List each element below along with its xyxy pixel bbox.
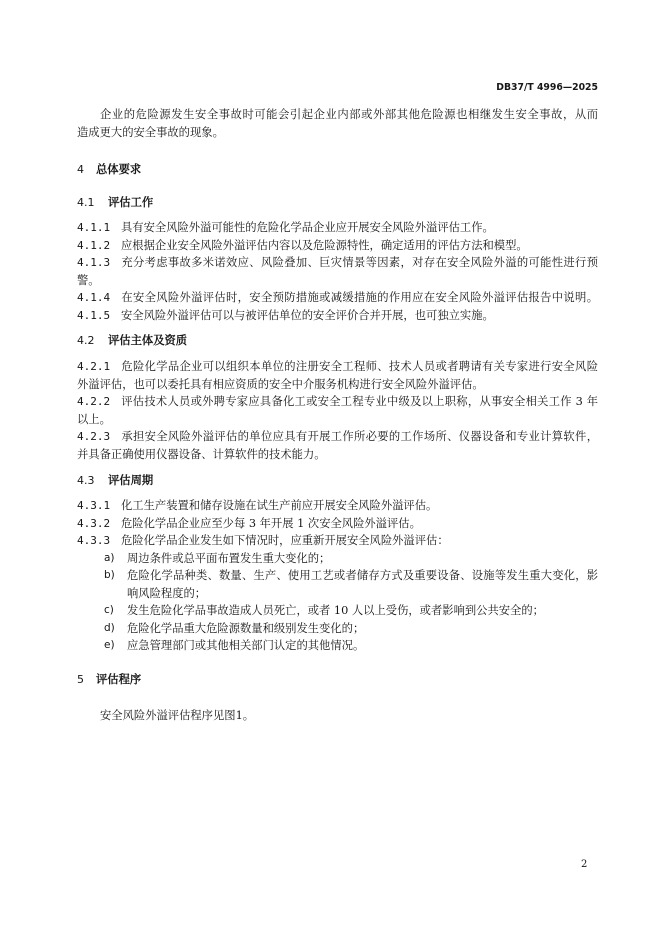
clause-text: 危险化学品企业可以组织本单位的注册安全工程师、技术人员或者聘请有关专家进行安全风险 (121, 360, 598, 373)
section-5-body: 安全风险外溢评估程序见图1。 (100, 709, 255, 722)
clause-line (77, 497, 598, 515)
document-body (77, 106, 598, 725)
clause-line (77, 515, 598, 533)
clause-number: 4.3.2 (77, 516, 111, 530)
subsection-heading-4-3 (77, 472, 598, 490)
clause-line (77, 428, 598, 446)
condition-list (104, 550, 598, 655)
clause-number: 4.3.3 (77, 534, 111, 547)
subsection-heading-4-2 (77, 332, 598, 350)
subsection-heading-4-1 (77, 194, 598, 212)
clause-text: 充分考虑事故多米诺效应、风险叠加、巨灾情景等因素，对存在安全风险外溢的可能性进行预 (121, 256, 598, 269)
clause-line (77, 237, 598, 255)
clause-line (77, 219, 598, 237)
clause-4-1-1 (77, 219, 598, 237)
clause-number: 4.1.4 (77, 291, 111, 304)
page-number: 2 (581, 859, 588, 870)
paragraph-line: 企业的危险源发生安全事故时可能会引起企业内部或外部其他危险源也相继发生安全事故，从而 (100, 108, 598, 121)
intro-paragraph (77, 106, 598, 141)
clause-number: 4.2.1 (77, 360, 111, 373)
subsection-number: 4.3 (77, 474, 95, 487)
paragraph-line: 造成更大的安全事故的现象。 (77, 125, 224, 139)
clause-text: 应根据企业安全风险外溢评估内容以及危险源特性，确定适用的评估方法和模型。 (121, 238, 528, 252)
clause-number: 4.3.1 (77, 499, 111, 512)
list-item-text: 应急管理部门或其他相关部门认定的其他情况。 (127, 639, 365, 652)
clause-4-1-4 (77, 289, 598, 307)
list-item-label: d) (104, 621, 115, 634)
section-title: 评估程序 (96, 673, 142, 686)
clause-4-1-2 (77, 237, 598, 255)
clause-4-3-3 (77, 532, 598, 655)
clause-group-4-1 (77, 219, 598, 324)
clause-number: 4.1.3 (77, 256, 111, 269)
clause-4-1-5 (77, 307, 598, 325)
list-item-a (104, 550, 598, 568)
clause-text-continued: 警。 (77, 273, 100, 287)
clause-line (77, 532, 598, 550)
clause-line (77, 289, 598, 307)
clause-4-3-2 (77, 515, 598, 533)
clause-4-2-1 (77, 358, 598, 393)
list-item-text-continued: 响风险程度的； (127, 586, 207, 600)
clause-text: 危险化学品企业发生如下情况时，应重新开展安全风险外溢评估： (121, 534, 449, 547)
list-item-d (104, 620, 598, 638)
clause-4-2-2 (77, 393, 598, 428)
subsection-number: 4.1 (77, 196, 95, 209)
list-item-label: a) (104, 551, 115, 564)
clause-text: 化工生产装置和储存设施在试生产前应开展安全风险外溢评估。 (121, 499, 438, 512)
subsection-title: 评估工作 (108, 196, 154, 209)
list-item-b (104, 567, 598, 602)
clause-text-continued: 以上。 (77, 412, 111, 426)
clause-line (77, 307, 598, 325)
clause-line (77, 358, 598, 376)
clause-text: 具有安全风险外溢可能性的危险化学品企业应开展安全风险外溢评估工作。 (121, 221, 494, 234)
clause-4-2-3 (77, 428, 598, 463)
section-heading-5 (77, 671, 598, 689)
clause-number: 4.1.5 (77, 308, 111, 322)
list-item-label: b) (104, 569, 115, 581)
list-item-text: 周边条件或总平面布置发生重大变化的； (127, 551, 331, 565)
subsection-number: 4.2 (77, 334, 95, 347)
clause-line (77, 393, 598, 411)
clause-text: 评估技术人员或外聘专家应具备化工或安全工程专业中级及以上职称，从事安全相关工作 3 年 (121, 395, 598, 408)
list-item-label: e) (104, 639, 115, 651)
section-title: 总体要求 (96, 163, 142, 176)
clause-text-continued: 并具备正确使用仪器设备、计算软件的技术能力。 (77, 447, 326, 461)
list-item-text: 危险化学品重大危险源数量和级别发生变化的； (127, 621, 365, 635)
document-code-header: DB37/T 4996—2025 (496, 82, 598, 93)
clause-number: 4.2.2 (77, 395, 111, 408)
list-item-label: c) (104, 604, 114, 616)
clause-line (77, 254, 598, 272)
clause-text: 危险化学品企业应至少每 3 年开展 1 次安全风险外溢评估。 (121, 516, 421, 530)
section-heading-4 (77, 161, 598, 179)
list-item-text: 发生危险化学品事故造成人员死亡，或者 10 人以上受伤，或者影响到公共安全的； (127, 604, 544, 617)
list-item-text: 危险化学品种类、数量、生产、使用工艺或者储存方式及重要设备、设施等发生重大变化，影 (127, 569, 598, 582)
clause-text: 在安全风险外溢评估时，安全预防措施或减缓措施的作用应在安全风险外溢评估报告中说明。 (121, 291, 598, 304)
clause-text: 安全风险外溢评估可以与被评估单位的安全评价合并开展，也可独立实施。 (121, 308, 494, 322)
clause-number: 4.1.2 (77, 238, 111, 252)
clause-4-3-1 (77, 497, 598, 515)
subsection-title: 评估周期 (108, 474, 154, 487)
clause-4-1-3 (77, 254, 598, 289)
subsection-title: 评估主体及资质 (108, 334, 188, 347)
list-item-c (104, 602, 598, 620)
clause-text-continued: 外溢评估，也可以委托具有相应资质的安全中介服务机构进行安全风险外溢评估。 (77, 377, 484, 391)
clause-number: 4.2.3 (77, 430, 111, 443)
section-number: 4 (77, 163, 84, 176)
clause-text: 承担安全风险外溢评估的单位应具有开展工作所必要的工作场所、仪器设备和专业计算软件， (121, 430, 598, 443)
list-item-e (104, 637, 598, 655)
clause-group-4-2 (77, 358, 598, 463)
clause-group-4-3 (77, 497, 598, 655)
section-number: 5 (77, 673, 84, 686)
clause-number: 4.1.1 (77, 221, 111, 234)
